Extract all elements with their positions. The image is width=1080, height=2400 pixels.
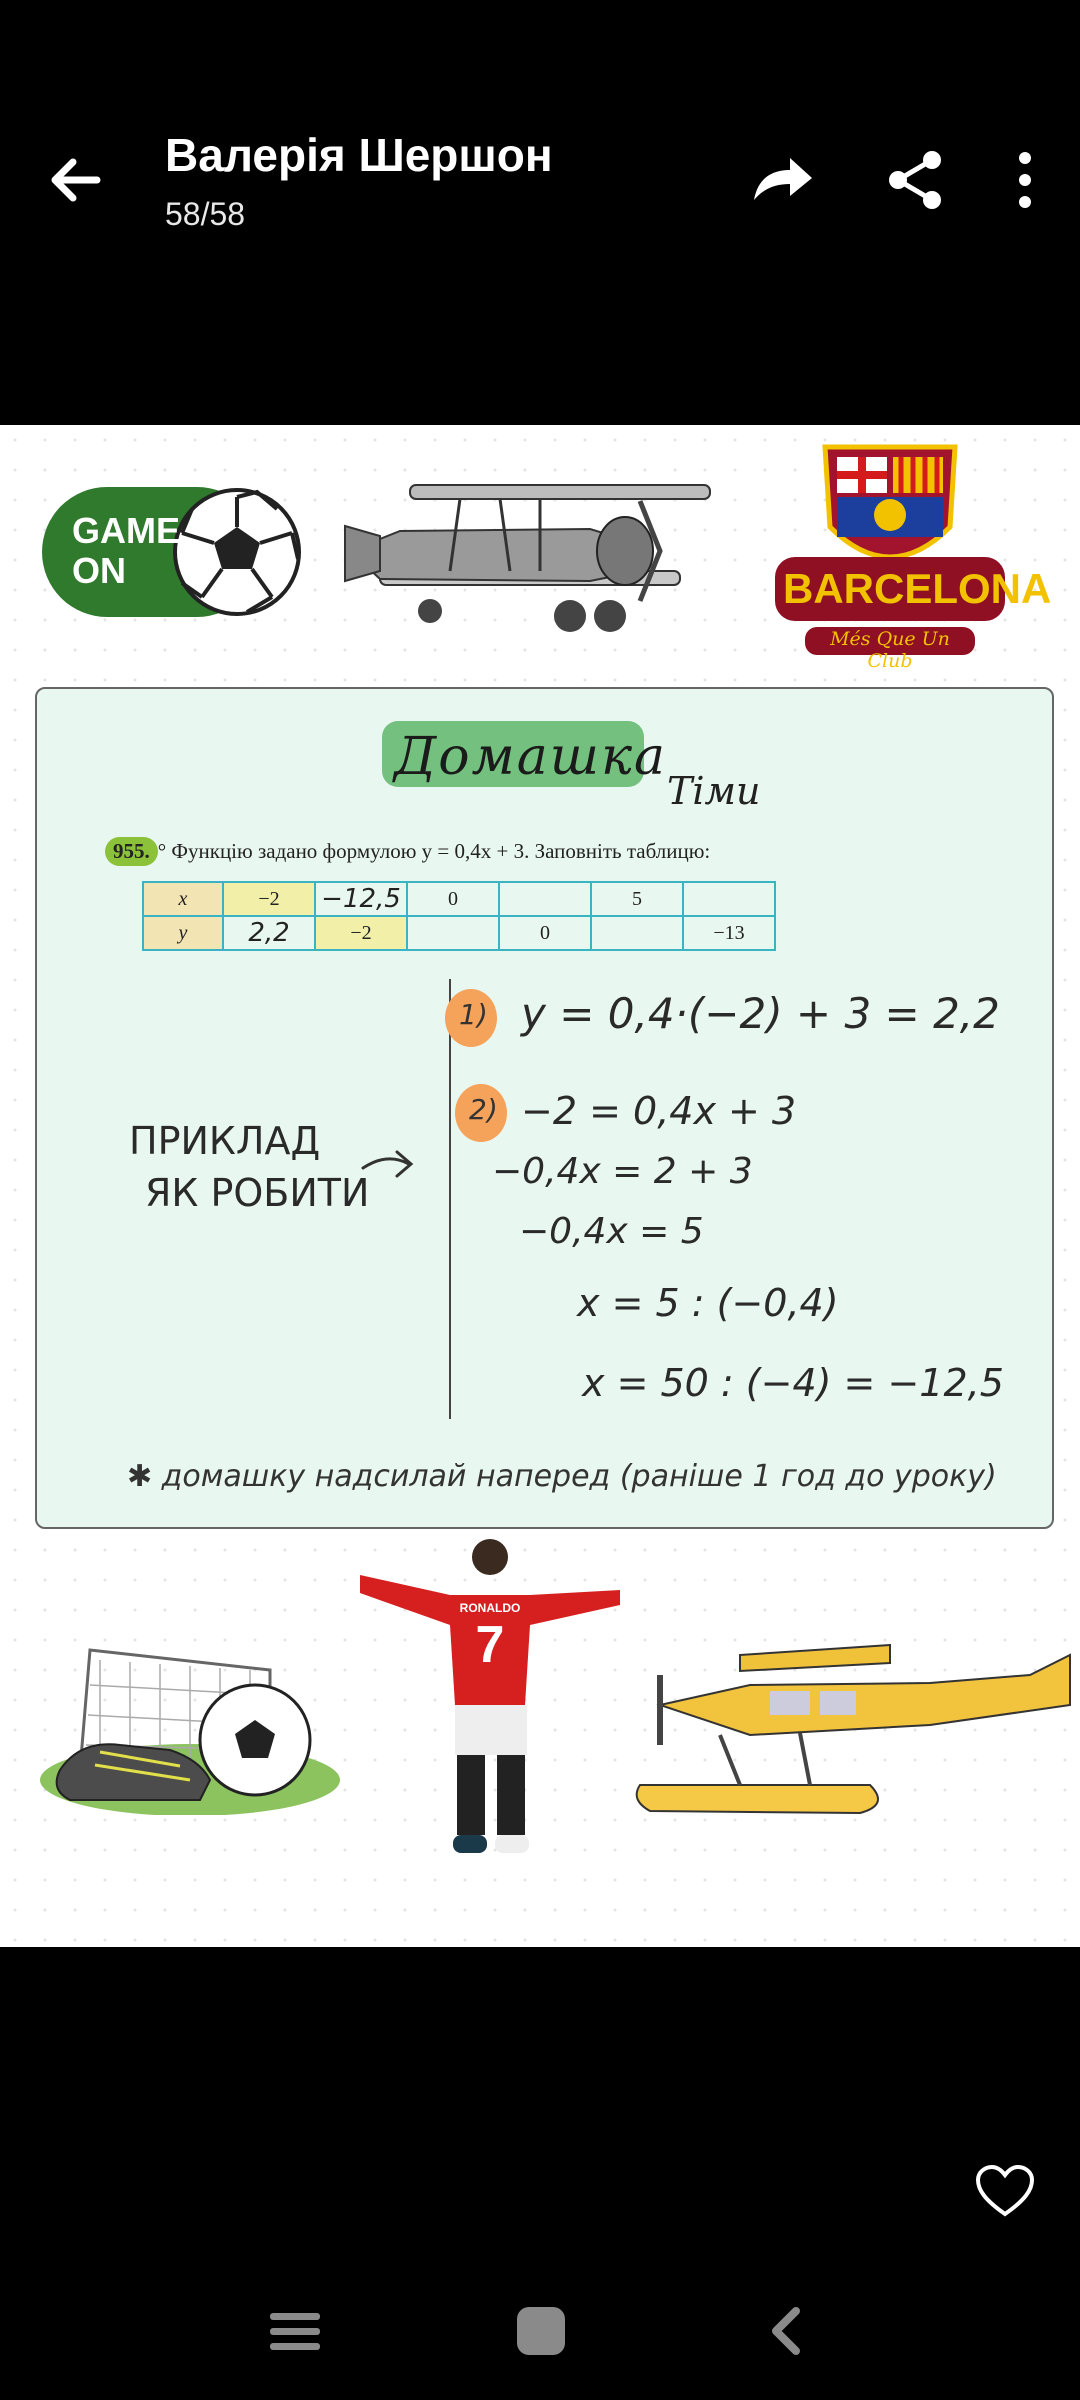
menu-icon <box>268 2309 324 2355</box>
football-goal-sticker <box>40 1640 340 1815</box>
step-2-line-2: −0,4x = 2 + 3 <box>492 1151 753 1192</box>
nav-back-icon <box>766 2305 806 2357</box>
game-on-sticker <box>42 487 304 617</box>
table-cell <box>407 916 499 950</box>
share-icon <box>880 148 950 212</box>
arrow-left-icon <box>45 150 115 210</box>
step-1-equation: y = 0,4·(−2) + 3 = 2,2 <box>521 989 1000 1038</box>
example-label-line2: ЯК РОБИТИ <box>145 1171 370 1215</box>
step-2-line-3: −0,4x = 5 <box>519 1211 704 1252</box>
table-cell <box>499 882 591 916</box>
player-number: 7 <box>475 1616 505 1674</box>
nav-back-button[interactable] <box>766 2305 806 2357</box>
table-cell: 0 <box>407 882 499 916</box>
homework-note: ✱ домашку надсилай наперед (раніше 1 год до уроку) <box>127 1459 997 1494</box>
biplane-sticker <box>340 471 716 641</box>
table-cell: −13 <box>683 916 775 950</box>
table-cell: −12,5 <box>315 882 407 916</box>
bottom-area <box>0 1947 1080 2400</box>
table-cell: x <box>143 882 223 916</box>
homework-title: Домашка <box>394 727 668 787</box>
barcelona-text: BARCELONA <box>783 565 1052 612</box>
step-2-line-4: x = 5 : (−0,4) <box>577 1281 839 1325</box>
chat-title: Валерія Шершон <box>165 129 553 181</box>
table-cell <box>683 882 775 916</box>
heart-outline-icon <box>975 2164 1035 2218</box>
arrow-right-icon <box>359 1144 419 1184</box>
image-counter: 58/58 <box>165 196 246 232</box>
homework-title-badge <box>382 721 668 787</box>
function-table <box>142 881 776 951</box>
barcelona-sticker <box>775 437 1052 672</box>
ronaldo-sticker <box>355 1535 625 1865</box>
step-2-marker <box>455 1084 507 1142</box>
table-cell: 5 <box>591 882 683 916</box>
table-cell: 0 <box>499 916 591 950</box>
more-vertical-icon <box>1000 148 1050 212</box>
forward-button[interactable] <box>748 148 818 212</box>
homework-subtitle: Тіми <box>667 769 761 813</box>
step-2-number: 2) <box>469 1093 498 1126</box>
top-bar <box>0 0 1080 425</box>
example-label-line1: ПРИКЛАД <box>129 1119 321 1163</box>
step-1-marker <box>445 989 497 1047</box>
homework-sheet <box>35 687 1054 1529</box>
more-options-button[interactable] <box>1000 148 1050 212</box>
table-cell <box>591 916 683 950</box>
game-on-text: GAME ON <box>72 510 180 591</box>
step-1-number: 1) <box>459 998 488 1031</box>
table-cell: y <box>143 916 223 950</box>
back-button[interactable] <box>45 150 115 210</box>
share-button[interactable] <box>880 148 950 212</box>
problem-text: Функцію задано формулою y = 0,4x + 3. Заповніть таблицю: <box>171 839 711 863</box>
player-name: RONALDO <box>459 1601 521 1615</box>
table-row-x <box>143 882 775 916</box>
nav-home-button[interactable] <box>515 2305 567 2357</box>
problem-statement <box>105 837 710 866</box>
table-cell: −2 <box>223 882 315 916</box>
table-cell: −2 <box>315 916 407 950</box>
image-viewer[interactable] <box>0 425 1080 1947</box>
table-row-y <box>143 916 775 950</box>
like-button[interactable] <box>975 2164 1035 2218</box>
nav-menu-button[interactable] <box>268 2309 324 2355</box>
step-2-line-1: −2 = 0,4x + 3 <box>521 1089 797 1133</box>
table-cell: 2,2 <box>223 916 315 950</box>
solution-divider <box>449 979 451 1419</box>
problem-number: 955. <box>105 837 158 866</box>
forward-arrow-icon <box>748 148 818 212</box>
problem-marker: ° <box>157 839 167 863</box>
seaplane-sticker <box>630 1635 1075 1835</box>
barcelona-motto: Més Que Un Club <box>830 628 950 672</box>
home-square-icon <box>515 2305 567 2357</box>
step-2-line-5: x = 50 : (−4) = −12,5 <box>582 1361 1004 1405</box>
